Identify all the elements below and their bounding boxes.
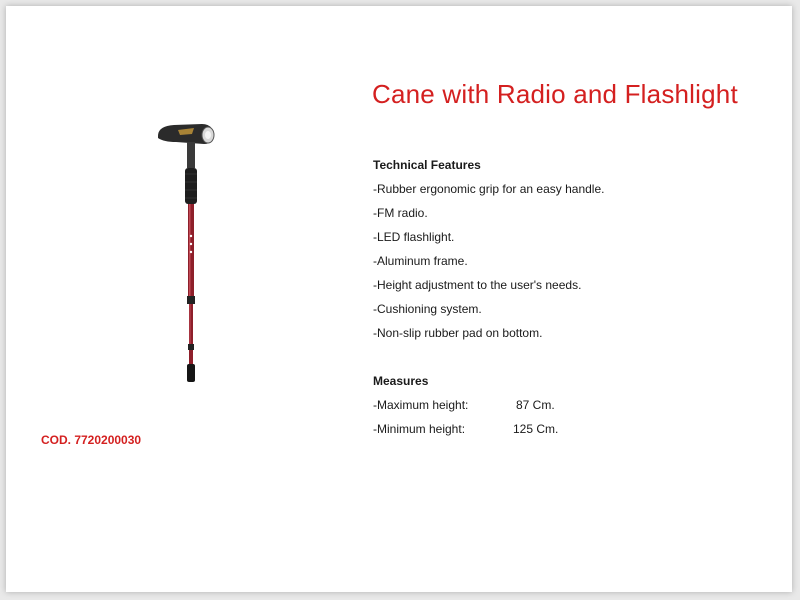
cane-product-image — [154, 116, 224, 386]
feature-item: -Non-slip rubber pad on bottom. — [373, 326, 543, 340]
feature-item: -LED flashlight. — [373, 230, 455, 244]
measures-heading: Measures — [373, 374, 429, 388]
feature-item: -Cushioning system. — [373, 302, 482, 316]
measure-label-min: -Minimum height: — [373, 422, 466, 436]
measure-value-max: 87 Cm. — [516, 398, 555, 412]
catalog-page — [6, 6, 792, 592]
feature-item: -Height adjustment to the user's needs. — [373, 278, 582, 292]
feature-item: -Rubber ergonomic grip for an easy handle. — [373, 182, 605, 196]
product-title: Cane with Radio and Flashlight — [372, 79, 738, 109]
feature-item: -FM radio. — [373, 206, 428, 220]
measure-label-max: -Maximum height: — [373, 398, 469, 412]
technical-features-heading: Technical Features — [373, 158, 481, 172]
product-code: COD. 7720200030 — [41, 433, 142, 447]
measure-value-min: 125 Cm. — [513, 422, 559, 436]
feature-item: -Aluminum frame. — [373, 254, 468, 268]
